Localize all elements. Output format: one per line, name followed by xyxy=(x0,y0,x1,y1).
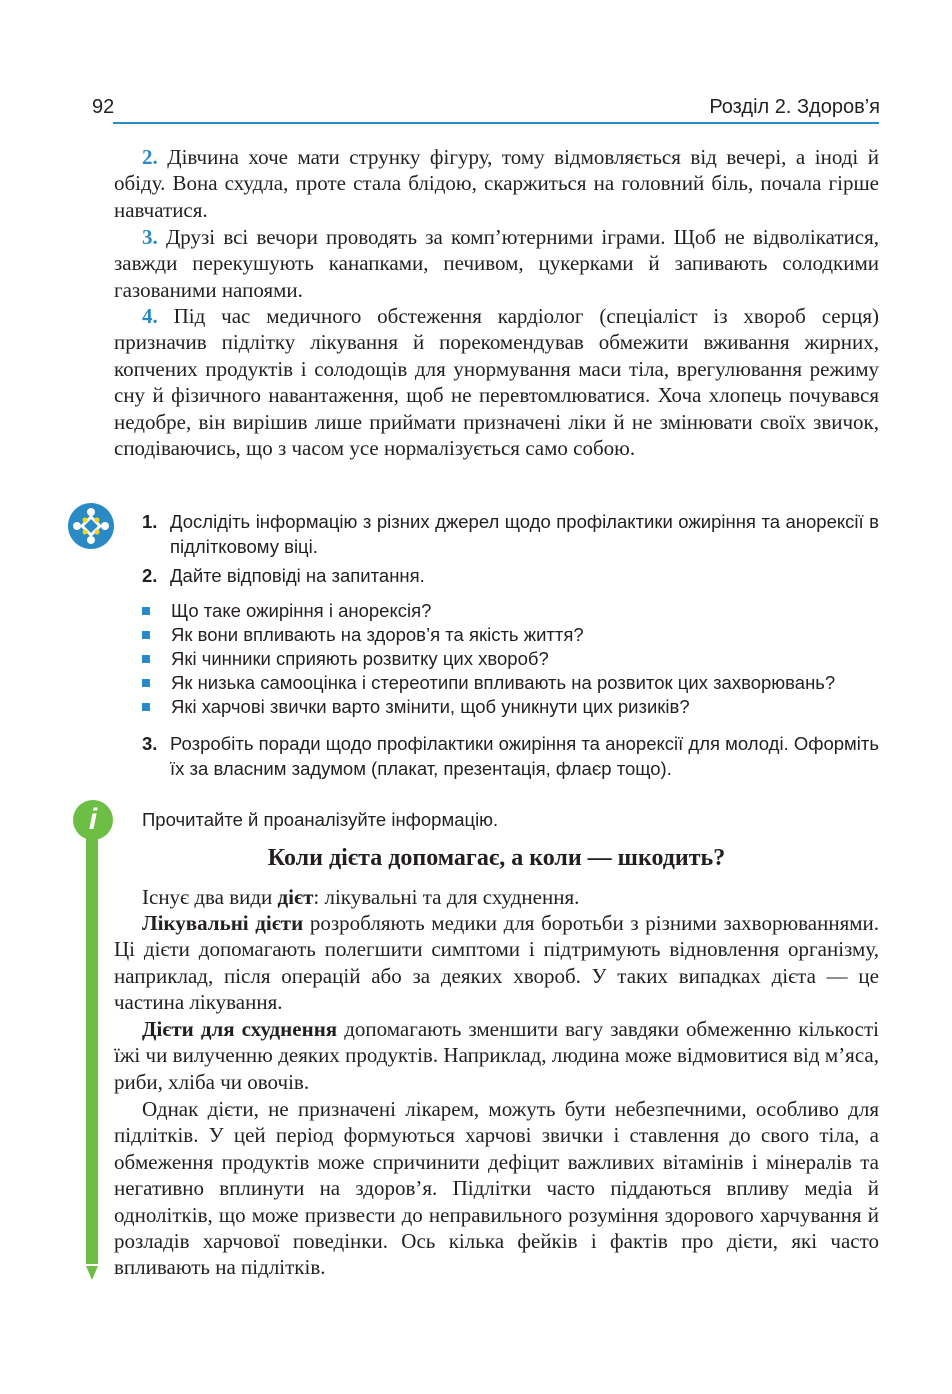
info-paragraph-2: Лікувальні дієти розробляють медики для боротьби з різними захворюваннями. Ці дієти допомагають полегшити симптоми і підтримують відновлення організму, наприклад, після операцій або за деяких хвороб. У таких випадках дієта — це частина лікування. xyxy=(114,911,880,1015)
info-heading: Коли дієта допомагає, а коли — шкодить? xyxy=(267,845,726,871)
info-paragraph-4: Однак дієти, не призначені лікарем, можуть бути небезпечними, особливо для підлітків. У цей період формуються харчові звички і ставлення до свого тіла, а обмеження продуктів може спричинити дефіцит важливих вітамінів і мінералів та негативно вплинути на здоров’я. Підлітки часто піддаються впливу медіа й однолітків, що може призвести до неправильного розуміння здорового харчування й розладів харчової поведінки. Ось кілька фейків і фактів про дієти, які часто впливають на підлітків. xyxy=(114,1097,879,1280)
case-paragraph-4 xyxy=(114,303,879,461)
case-paragraph-3 xyxy=(114,224,879,303)
task-number: 3. xyxy=(142,733,158,754)
task-item xyxy=(142,510,879,559)
bullet-square-icon xyxy=(142,679,150,687)
task-number: 2. xyxy=(142,565,158,586)
task-text: Розробіть поради щодо профілактики ожиріння та анорексії для молоді. Оформіть їх за власним задумом (плакат, презентація, флаєр тощо). xyxy=(170,733,879,779)
group-work-icon xyxy=(68,503,114,549)
case-number: 2. xyxy=(142,145,158,169)
page-number: 92 xyxy=(92,96,115,118)
header-rule xyxy=(113,122,879,124)
info-paragraph-1: Існує два види дієт: лікувальні та для схуднення. xyxy=(142,885,580,909)
info-icon: i xyxy=(73,800,113,840)
task-item xyxy=(142,732,879,781)
case-paragraph-2 xyxy=(114,144,879,223)
bullet-square-icon xyxy=(142,631,150,639)
term-bold: Дієти для схуднення xyxy=(142,1017,338,1041)
case-text: Дівчина хоче мати струнку фігуру, тому відмовляється від вечері, а іноді й обіду. Вона схудла, проте стала блідою, скаржиться на головний біль, почала гірше навчатися. xyxy=(114,145,879,222)
task-text: Дослідіть інформацію з різних джерел щодо профілактики ожиріння та анорексії в підлітковому віці. xyxy=(170,511,879,557)
task-number: 1. xyxy=(142,511,158,532)
info-paragraph-3: Дієти для схуднення допомагають зменшити вагу завдяки обмеженню кількості їжі чи вилученню деяких продуктів. Наприклад, людина може відмовитися від м’яса, риби, хліба чи овочів. xyxy=(114,1017,879,1094)
question-item: Що таке ожиріння і анорексія? xyxy=(142,599,879,624)
question-item: Які харчові звички варто змінити, щоб уникнути цих ризиків? xyxy=(142,695,879,720)
question-item: Як низька самооцінка і стереотипи впливають на розвиток цих захворювань? xyxy=(142,671,879,696)
arrow-down-icon xyxy=(86,1266,98,1280)
case-text: Під час медичного обстеження кардіолог (спеціаліст із хвороб серця) призначив підлітку лікування й порекомендував обмежити вживання жирних, копчених продуктів і солодощів для унормування маси тіла, врегулювання режиму сну й фізичного навантаження, щоб не перевтомлюватися. Хоча хлопець почувався недобре, він вирішив лише приймати призначені ліки й не змінювати своїх звичок, сподіваючись, що з часом усе нормалізується само собою. xyxy=(114,304,880,461)
question-item: Які чинники сприяють розвитку цих хвороб? xyxy=(142,647,879,672)
info-side-bar xyxy=(86,828,98,1264)
term-bold: Лікувальні дієти xyxy=(142,911,304,935)
info-intro: Прочитайте й проаналізуйте інформацію. xyxy=(142,809,499,830)
bullet-square-icon xyxy=(142,703,150,711)
question-item: Як вони впливають на здоров’я та якість життя? xyxy=(142,623,879,648)
task-text: Дайте відповіді на запитання. xyxy=(170,565,425,586)
running-head: Розділ 2. Здоров’я xyxy=(709,96,880,118)
task-item xyxy=(142,564,879,589)
bullet-square-icon xyxy=(142,607,150,615)
case-number: 3. xyxy=(142,225,158,249)
case-text: Друзі всі вечори проводять за комп’ютерними іграми. Щоб не відволікатися, завжди перекушують канапками, печивом, цукерками й запивають солодкими газованими напоями. xyxy=(114,225,879,302)
bullet-square-icon xyxy=(142,655,150,663)
case-number: 4. xyxy=(142,304,158,328)
